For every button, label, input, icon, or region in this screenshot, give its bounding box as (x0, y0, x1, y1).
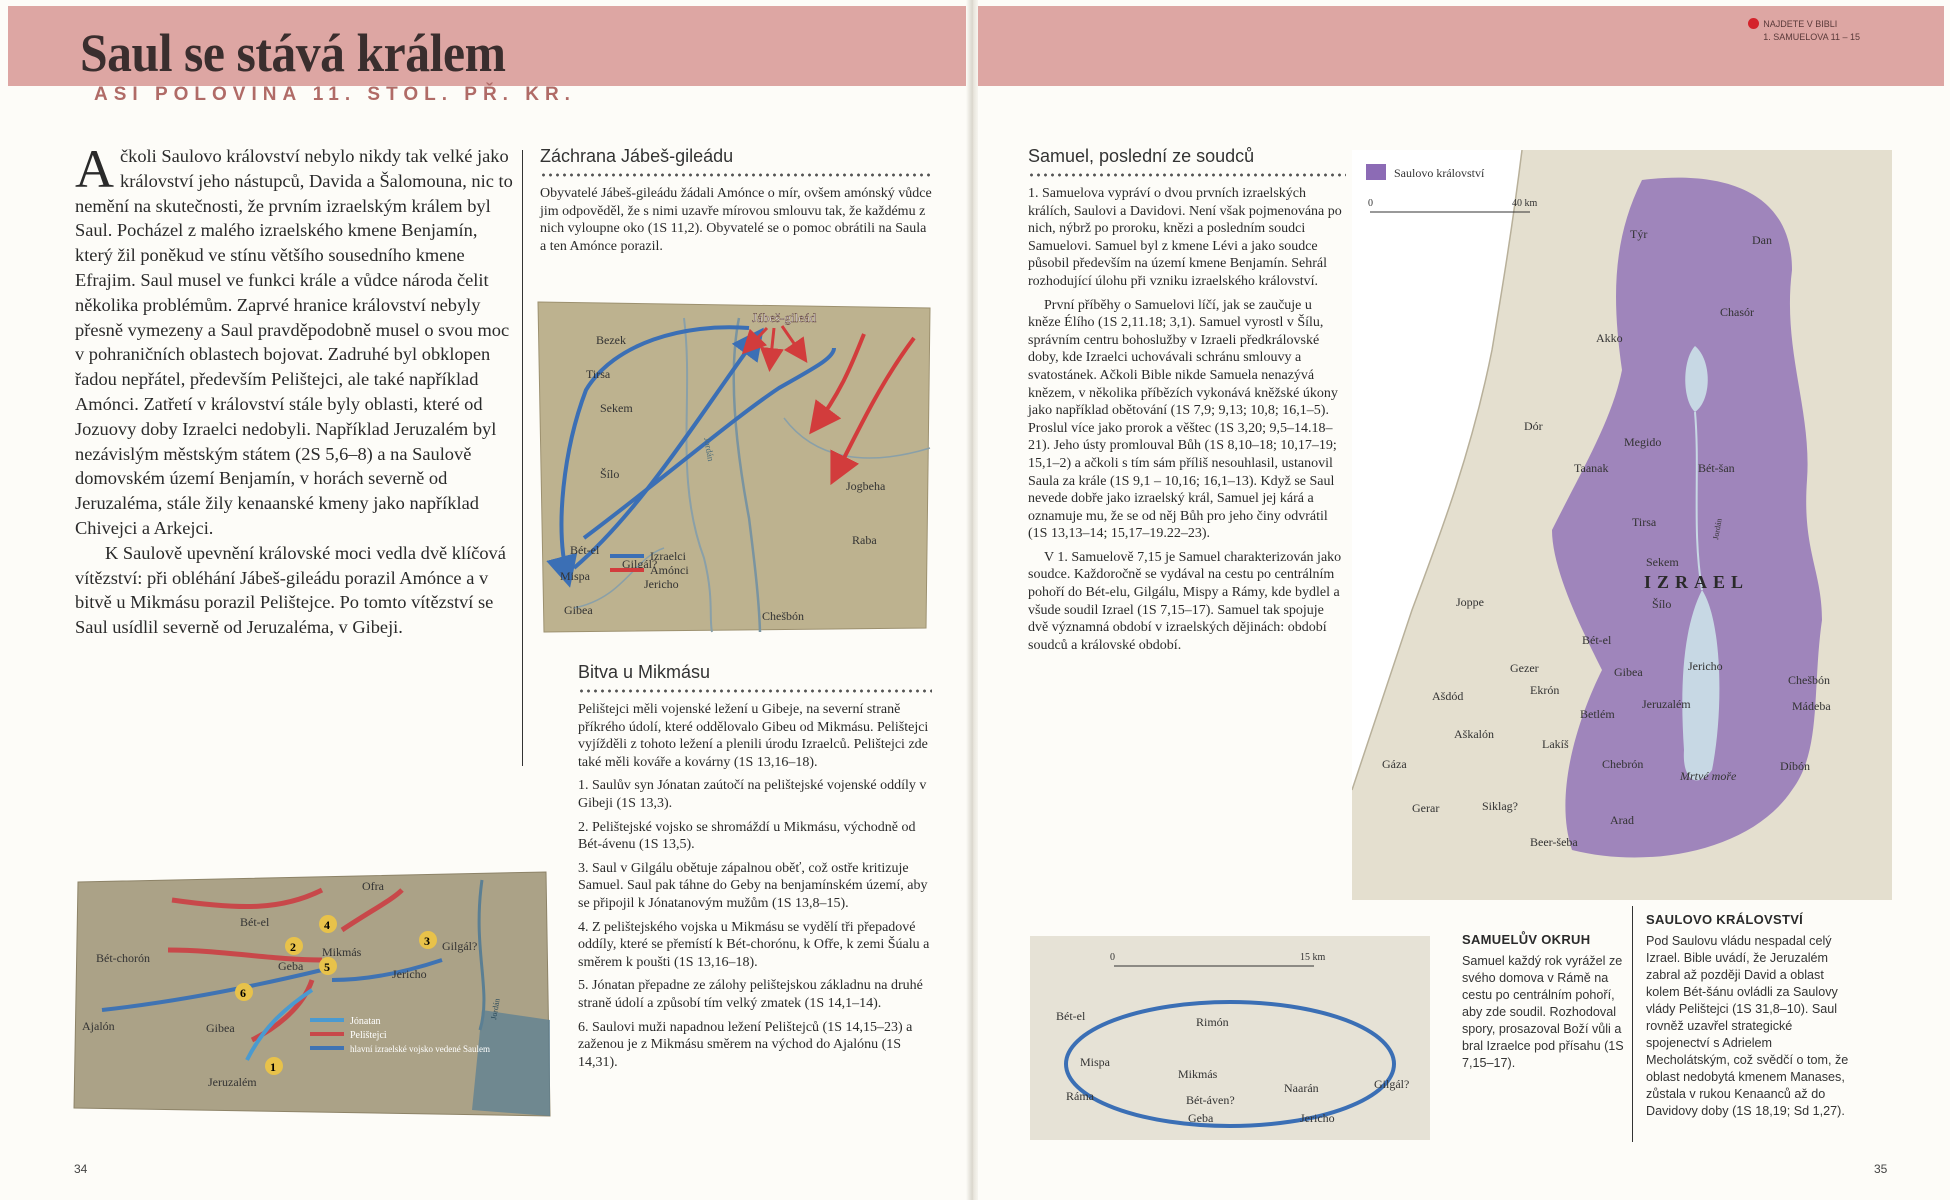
page-number: 35 (1874, 1162, 1888, 1176)
map-label: Taanak (1574, 461, 1609, 475)
map-label: Tirsa (1632, 515, 1657, 529)
samuel-paragraph: V 1. Samuelově 7,15 je Samuel charakterizován jako soudce. Každoročně se vydával na cestu po centrálním pohoří do Bét-elu, Gilgálu, Mispy a Rámy, kde bydlel a všude soudil Izrael (1S 7,15–17). Samuel tak spojuje dvě významná období v izraelských dějinách: období soudců a královské období. (1028, 549, 1342, 653)
map-label: Bét-áven? (1186, 1093, 1235, 1107)
map-label: Ofra (362, 879, 384, 893)
map-label: Gáza (1382, 757, 1407, 771)
map-label: Dór (1524, 419, 1543, 433)
map-label: Gezer (1510, 661, 1539, 675)
step-number: 2 (290, 940, 296, 954)
legend-label: Jónatan (350, 1016, 381, 1027)
bible-dot-icon (1748, 18, 1759, 29)
map-label: Týr (1630, 227, 1648, 241)
map-label: Geba (1188, 1111, 1214, 1125)
map-label: Beer-šeba (1530, 835, 1578, 849)
map-label: Gilgál? (622, 557, 658, 571)
samuel-heading: Samuel, poslední ze soudců (1028, 146, 1255, 166)
section-jabes (540, 146, 932, 255)
section-samuel (1028, 146, 1346, 660)
column-rule (522, 150, 523, 766)
step-number: 1 (270, 1060, 276, 1074)
map-label: Gerar (1412, 801, 1440, 815)
mikmas-item: 6. Saulovi muži napadnou ležení Pelištejců (1S 14,15–23) a zaženou je z Mikmásu směrem na východ do Ajalónu (1S 14,31). (578, 1019, 913, 1070)
legend-label: hlavní izraelské vojsko vedené Saulem (350, 1044, 490, 1054)
map-label: Gilgál? (1374, 1077, 1410, 1091)
map-label: Akko (1596, 331, 1623, 345)
map-label: Chešbón (762, 609, 804, 623)
map-label: Jábeš-gileád (752, 310, 817, 325)
map-label: Bét-el (570, 543, 600, 557)
map-label: Šílo (600, 467, 620, 481)
legend-label: Saulovo království (1394, 166, 1485, 180)
jabes-text: Obyvatelé Jábeš-gileádu žádali Amónce o mír, ovšem amónský vůdce jim odpověděl, že s nimi uzavře mírovou smlouvu tak, že každému z nich vyloupne oko (1S 11,2). Obyvatelé se o pomoc obrátili na Saula a ten Amónce porazil. (540, 186, 932, 254)
map-label: Gibea (1614, 665, 1643, 679)
map-label: Mispa (560, 569, 590, 583)
map-label: Naarán (1284, 1081, 1319, 1095)
map-label: Sekem (600, 401, 633, 415)
map-label: Aškalón (1454, 727, 1494, 741)
legend-swatch (1366, 164, 1386, 180)
river-label: Jordán (1711, 517, 1724, 541)
map-label: Bét-el (240, 915, 270, 929)
map-label: Arad (1610, 813, 1634, 827)
step-number: 5 (324, 960, 330, 974)
map-label: Ráma (1066, 1089, 1094, 1103)
drop-cap: A (75, 139, 114, 199)
map-label: Jericho (644, 577, 679, 591)
scale-label: 0 (1368, 198, 1373, 209)
samuel-paragraph: 1. Samuelova vypráví o dvou prvních izraelských králích, Saulovi a Davidovi. Není však pojmenována po nich, nýbrž po proroku, knězi a posledním soudci Samuelovi. Samuel byl z kmene Lévi a jako soudce působil především na území kmene Benjamín. Sehrál rozhodující úlohu při vzniku izraelského království. (1028, 186, 1342, 289)
step-number: 6 (240, 986, 246, 1000)
mikmas-text (578, 701, 932, 1071)
mikmas-item: 4. Z pelištejského vojska u Mikmásu se vydělí tři přepadové oddíly, které se přemístí k Bét-chorónu, k Ofře, k zemi Šúalu a směrem k poušti (1S 13,16–18). (578, 919, 930, 970)
map-label: Mrtvé moře (1680, 769, 1737, 783)
scale-label: 15 km (1300, 952, 1326, 963)
mikmas-item: 5. Jónatan přepadne ze zálohy pelištejskou základnu na druhé straně údolí a způsobí tím velký zmatek (1S 14,1–14). (578, 978, 923, 1011)
mikmas-item: 3. Saul v Gilgálu obětuje zápalnou oběť, což ostře kritizuje Samuel. Saul pak táhne do Geby na benjamínském území, aby se připojil k Jónatanovým mužům (1S 13,8–15). (578, 860, 928, 911)
mikmas-intro: Pelištejci měli vojenské ležení u Gibeje, na severní straně příkrého údolí, které oddělovalo Gibeu od Mikmásu. Pelištejci vyjížděli z tohoto ležení a plenili úrodu Izraelců. Pelištejci zde také měli kováře a kovárny (1S 13,16–18). (578, 702, 929, 770)
box-text: Samuel každý rok vyrážel ze svého domova v Rámě na cestu po centrálním pohoří, aby zde soudil. Rozhodoval spory, prosazoval Boží vůli a bral Izraelce pod přísahu (1S 7,15–17). (1462, 954, 1624, 1070)
mikmas-item: 2. Pelištejské vojsko se shromáždí u Mikmásu, východně od Bét-ávenu (1S 13,5). (578, 819, 916, 853)
map-label: Jericho (1688, 659, 1723, 673)
map-label: Joppe (1456, 595, 1484, 609)
dotted-rule (540, 171, 932, 179)
map-label: Díbón (1780, 759, 1810, 773)
reference-label: NAJDETE V BIBLI (1763, 19, 1838, 29)
river-label: Jordán (702, 436, 717, 462)
map-label: Bét-el (1582, 633, 1612, 647)
map-label: Mispa (1080, 1055, 1110, 1069)
river-label: Jordán (489, 997, 502, 1021)
map-label: Mádeba (1792, 699, 1831, 713)
samuel-paragraph: První příběhy o Samuelovi líčí, jak se zaučuje u kněze Élího (1S 2,11.18; 3,1). Samuel vyrostl v Šílu, správním centru bohoslužby v Izraeli předkrálovské doby, kde Izraelci uchovávali schránu smlouvy a svatostánek. Ačkoli Bible nikde Samuela nenazývá knězem, v několika příbězích vykonává kněžské úkony jako například obětování (1S 7,9; 9,13; 10,8; 16,1–5). Proslul více jako prorok a věštec (1S 3,20; 9,5–14.18–21). Jeho ústy promlouval Bůh (1S 8,10–18; 10,17–19; 15,1–2) a ačkoli s tím sám příliš nesouhlasil, ustanovil Saula za krále (1S 9,1 – 10,16; 16,1–13). Když se Saul nevede dobře jako izraelský král, Samuel jej kárá a oznamuje mu, že se od něj Bůh pro jeho činy odvrátil (1S 13,13–14; 15,17–19.22–23). (1028, 297, 1338, 542)
page-number: 34 (74, 1162, 88, 1176)
intro-paragraph-2: K Saulově upevnění královské moci vedla dvě klíčová vítězství: při obléhání Jábeš-gileádu porazil Amónce a v bitvě u Mikmásu porazil Pelištejce. Po tomto vítězství se Saul usídlil severně od Jeruzaléma, v Gibeji. (75, 542, 506, 638)
map-label: Jogbeha (846, 479, 886, 493)
map-label: Mikmás (322, 945, 362, 959)
map-label: Siklag? (1482, 799, 1518, 813)
map-label: Jeruzalém (208, 1075, 257, 1089)
map-label: Chasór (1720, 305, 1754, 319)
map-label: Betlém (1580, 707, 1615, 721)
map-jabes-gilead (534, 298, 934, 636)
map-label: Jeruzalém (1642, 697, 1691, 711)
map-label: Ekrón (1530, 683, 1560, 697)
map-label: Rimón (1196, 1015, 1229, 1029)
reference-value: 1. SAMUELOVA 11 – 15 (1763, 32, 1860, 42)
map-label: Sekem (1646, 555, 1679, 569)
map-label: Megido (1624, 435, 1662, 449)
map-label: Dan (1752, 233, 1772, 247)
page-subtitle: ASI POLOVINA 11. STOL. PŘ. KR. (94, 84, 576, 105)
dotted-rule (578, 687, 932, 695)
map-samuel-circuit (1030, 936, 1430, 1140)
scale-label: 40 km (1512, 198, 1538, 209)
map-label: Šílo (1652, 597, 1672, 611)
map-mikmas-battle (72, 870, 552, 1120)
map-label: Ajalón (82, 1019, 115, 1033)
saul-kingdom-box (1646, 912, 1852, 1120)
step-number: 4 (324, 918, 330, 932)
box-title: SAULOVO KRÁLOVSTVÍ (1646, 912, 1804, 927)
legend-label: Amónci (650, 563, 689, 577)
map-label: Gibea (564, 603, 593, 617)
column-rule (1632, 906, 1633, 1142)
map-label: Tirsa (586, 367, 611, 381)
map-label: Jericho (1300, 1111, 1335, 1125)
mikmas-heading: Bitva u Mikmásu (578, 662, 711, 682)
map-label: Ašdód (1432, 689, 1464, 703)
scale-label: 0 (1110, 952, 1115, 963)
map-label: Gilgál? (442, 939, 478, 953)
box-title: SAMUELŮV OKRUH (1462, 932, 1591, 947)
samuel-text (1028, 185, 1346, 654)
intro-paragraph-1: čkoli Saulovo království nebylo nikdy tak velké jako království jeho nástupců, Davida a Šalomouna, nic to nemění na skutečnosti, že prvním izraelským králem byl Saul. Pocházel z malého izraelského kmene Benjamín, který žil poněkud ve stínu většího sousedního kmene Efrajim. Saul musel ve funkci krále a vůdce národa čelit několika problémům. Zaprvé hranice království nebyly přesně vymezeny a Saul pravděpodobně musel o svou moc v pohraničních oblastech bojovat. Zadruhé byl obklopen řadou nepřátel, především Pelištejci, ale také například Amónci. Zatřetí v království stále byly oblasti, které od Jozuovy doby Izraelci nedobyli. Například Jeruzalém byl nezávislým městským státem (2S 5,6–8) a na Saulově domovském území Benjamín, v horách severně od Jeruzaléma, stále žily kenaanské kmeny jako například Chivejci a Arkejci. (75, 146, 513, 538)
dotted-rule (1028, 171, 1346, 179)
map-label: Bét-chorón (96, 951, 150, 965)
samuel-circuit-box (1462, 932, 1624, 1072)
map-label: Raba (852, 533, 877, 547)
page-title: Saul se stává králem (80, 23, 506, 83)
left-page (0, 0, 972, 1200)
bible-reference (1748, 18, 1860, 44)
step-number: 3 (424, 934, 430, 948)
legend-label: Izraelci (650, 549, 686, 563)
box-text: Pod Saulovu vládu nespadal celý Izrael. Bible uvádí, že Jeruzalém zabral až později David a oblast kolem Bét-šánu ovládli za Saulovy vlády Pelištejci (1S 31,8–10). Saul rovněž uzavřel strategické spojenectví s Adrielem Mecholátským, což svědčí o tom, že oblast nedobytá kmenem Manases, zůstala v rukou Kenaanců až do Davidovy doby (1S 18,19; Sd 1,27). (1646, 934, 1849, 1118)
map-label: Bezek (596, 333, 626, 347)
map-saul-kingdom (1352, 150, 1892, 900)
legend-label: Pelištejci (350, 1030, 387, 1041)
map-label: Chebrón (1602, 757, 1644, 771)
region-label: IZRAEL (1644, 572, 1750, 592)
mikmas-item: 1. Saulův syn Jónatan zaútočí na pelištejské vojenské oddíly v Gibeji (1S 13,3). (578, 778, 927, 811)
intro-text (75, 139, 515, 640)
section-mikmas (578, 662, 932, 1077)
map-label: Jericho (392, 967, 427, 981)
map-label: Bét-šan (1698, 461, 1735, 475)
jabes-heading: Záchrana Jábeš-gileádu (540, 146, 734, 166)
map-label: Lakíš (1542, 737, 1569, 751)
map-label: Bét-el (1056, 1009, 1086, 1023)
map-label: Mikmás (1178, 1067, 1218, 1081)
map-label: Geba (278, 959, 304, 973)
map-label: Gibea (206, 1021, 235, 1035)
map-label: Chešbón (1788, 673, 1830, 687)
